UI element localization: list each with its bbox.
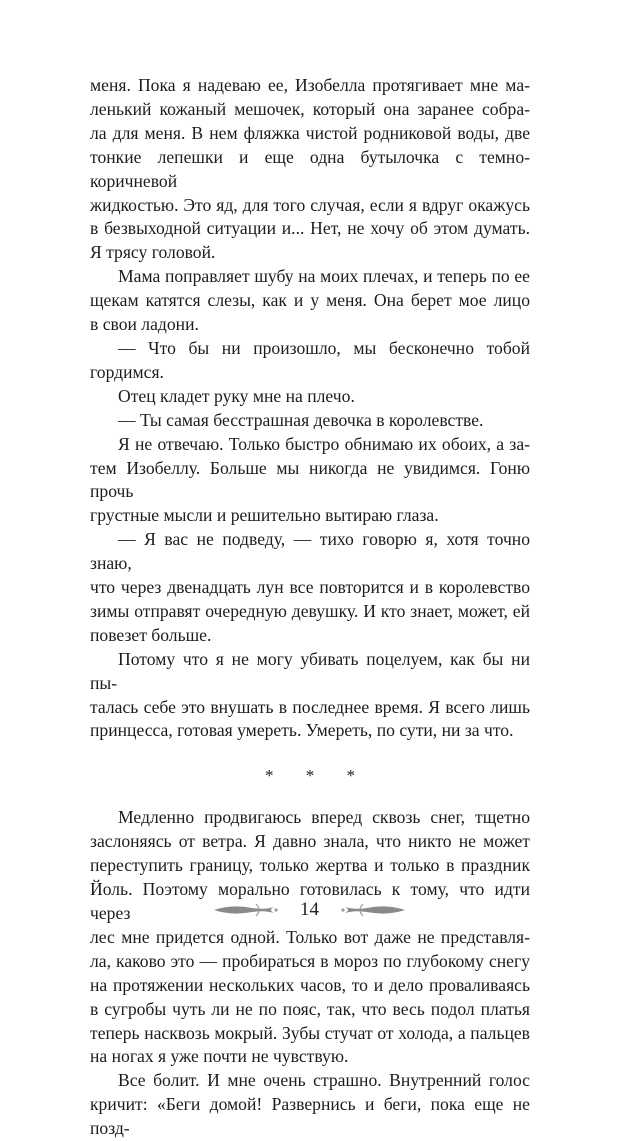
paragraph <box>90 648 530 744</box>
text-line: на протяжении нескольких часов, то и дело проваливаясь <box>90 974 530 995</box>
right-flourish-icon <box>341 900 407 920</box>
dialogue-paragraph <box>90 337 530 385</box>
text-line: Я не отвечаю. Только быстро обнимаю их обоих, а за- <box>118 433 530 454</box>
text-line: Отец кладет руку мне на плечо. <box>118 385 355 406</box>
text-line: щекам катятся слезы, как и у меня. Она берет мое лицо <box>90 290 530 311</box>
text-line: — Что бы ни произошло, мы бесконечно тобой гордимся. <box>90 337 530 382</box>
text-line: — Ты самая бесстрашная девочка в королевстве. <box>118 409 484 430</box>
text-line: в безвыходной ситуации и... Нет, не хочу об этом думать. <box>90 218 530 239</box>
section-break-asterisks: * * * <box>265 766 369 786</box>
dialogue-paragraph <box>90 409 530 433</box>
paragraph <box>90 265 530 337</box>
text-line: Мама поправляет шубу на моих плечах, и теперь по ее <box>118 266 530 287</box>
page-number: 14 <box>300 899 319 920</box>
section-before-break <box>90 74 530 743</box>
paragraph <box>90 433 530 529</box>
paragraph <box>90 1069 530 1141</box>
text-line: кричит: «Беги домой! Развернись и беги, пока еще не позд- <box>90 1094 530 1139</box>
book-page <box>90 74 530 1141</box>
dialogue-paragraph <box>90 528 530 648</box>
text-line: Йоль. Поэтому морально готовилась к тому, что идти через <box>90 879 530 923</box>
text-line: тонкие лепешки и еще одна бутылочка с темно-коричневой <box>90 146 530 191</box>
text-line: заслоняясь от ветра. Я давно знала, что никто не может <box>90 831 530 852</box>
text-line: в свои ладони. <box>90 314 199 335</box>
text-line: ла, каково это — пробираться в мороз по глубокому снегу <box>90 950 530 971</box>
paragraph <box>90 74 530 265</box>
text-line: Медленно продвигаюсь вперед сквозь снег, тщетно <box>118 807 530 828</box>
text-line: меня. Пока я надеваю ее, Изобелла протягивает мне ма- <box>90 75 530 95</box>
text-line: жидкостью. Это яд, для того случая, если я вдруг окажусь <box>90 194 530 215</box>
paragraph <box>90 806 530 1069</box>
text-line: теперь насквозь мокрый. Зубы стучат от холода, а пальцев <box>90 1022 530 1043</box>
text-line: талась себе это внушать в последнее время. Я всего лишь <box>90 696 530 717</box>
text-line: ла для меня. В нем фляжка чистой родниковой воды, две <box>90 122 530 143</box>
text-line: лес мне придется одной. Только вот даже не представля- <box>90 926 530 947</box>
text-line: грустные мысли и решительно вытираю глаза. <box>90 505 439 526</box>
text-line: переступить границу, только жертва и только в праздник <box>90 855 530 876</box>
text-line: — Я вас не подведу, — тихо говорю я, хотя точно знаю, <box>90 529 530 574</box>
text-line: зимы отправят очередную девушку. И кто знает, может, ей <box>90 600 530 621</box>
text-line: принцесса, готовая умереть. Умереть, по сути, ни за что. <box>90 720 514 741</box>
text-line: Все болит. И мне очень страшно. Внутренний голос <box>118 1070 530 1091</box>
text-line: Потому что я не могу убивать поцелуем, как бы ни пы- <box>90 648 530 693</box>
section-after-break <box>90 806 530 1141</box>
text-line: что через двенадцать лун все повторится и в королевство <box>90 577 530 598</box>
text-line: Я трясу головой. <box>90 242 216 263</box>
paragraph <box>90 385 530 409</box>
text-line: тем Изобеллу. Больше мы никогда не увидимся. Гоню прочь <box>90 457 530 502</box>
text-line: в сугробы чуть ли не по пояс, так, что весь подол платья <box>90 998 530 1019</box>
text-line: повезет больше. <box>90 624 212 645</box>
text-line: на ногах я уже почти не чувствую. <box>90 1046 349 1067</box>
left-flourish-icon <box>212 900 278 920</box>
text-line: ленький кожаный мешочек, который она заранее собра- <box>90 98 530 119</box>
page-footer <box>0 895 619 925</box>
